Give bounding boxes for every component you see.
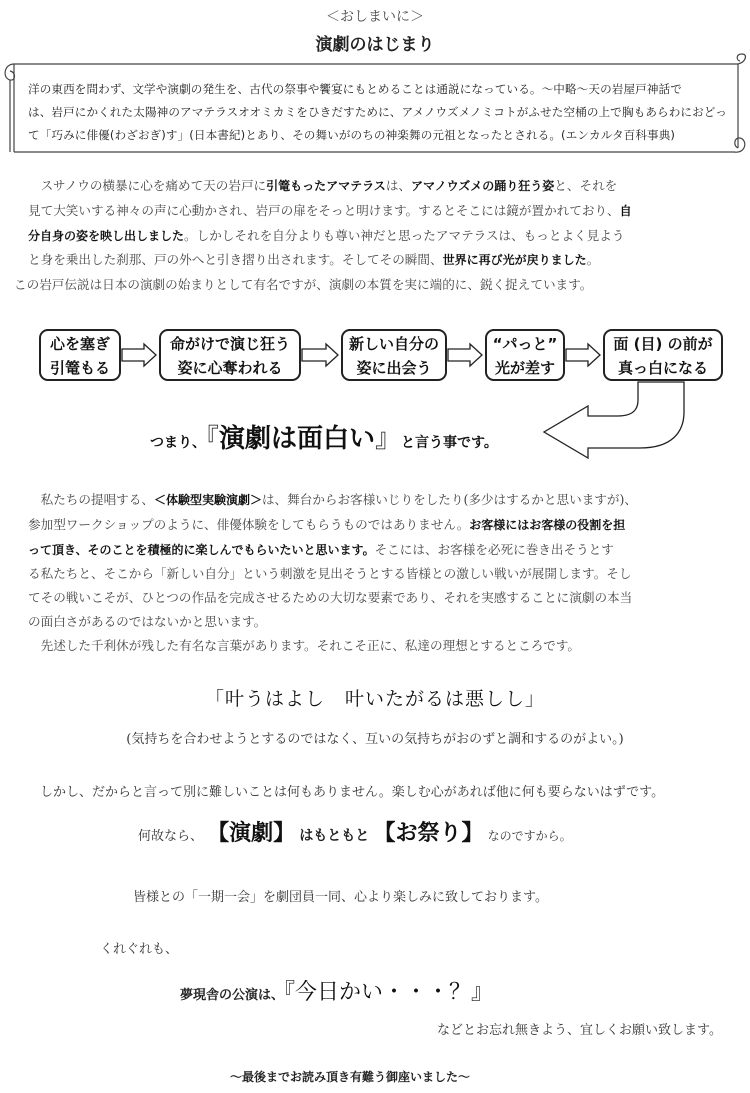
text-span: はもともと xyxy=(299,828,370,844)
scroll-quote xyxy=(28,78,728,147)
flow-step-line: 姿に心奪われる xyxy=(177,359,283,377)
flow-step-line: 引篭もる xyxy=(49,359,110,377)
page-title: 演劇のはじまり xyxy=(315,35,435,55)
text-span: と身を乗出した刹那、戸の外へと引き摺り出されます。そしてその瞬間、 xyxy=(28,252,443,268)
flow-arrow xyxy=(448,344,482,366)
bold-span: 【演劇】 xyxy=(207,821,296,846)
text-span: そこには、お客様を必死に巻き出そうとす xyxy=(374,541,614,557)
text-span: 私たちの提唱する、 xyxy=(40,492,154,507)
flow-step-line: 姿に出会う xyxy=(356,359,432,377)
text-span: 。しかしそれを自分よりも尊い神だと思ったアマテラスは、もっとよく見よう xyxy=(184,227,625,243)
scroll-quote-line: 洋の東西を問わず、文学や演劇の発生を、古代の祭事や饗宴にもとめることは通説になっている。～中略～天の岩屋戸神話で xyxy=(28,82,682,96)
text-span: 。 xyxy=(586,252,600,268)
bold-span: お客様にはお客様の役割を担 xyxy=(469,517,626,532)
flow-step-line: 光が差す xyxy=(494,359,555,377)
closing-line-4: くれぐれも、 xyxy=(100,942,179,957)
closing-line-3: 皆様との「一期一会」を劇団員一同、心より楽しみに致しております。 xyxy=(133,890,548,905)
flow-arrow xyxy=(566,344,600,366)
bold-span: 分自身の姿を映し出しました xyxy=(28,228,185,243)
final-thanks: ～最後までお読み頂き有難う御座いました～ xyxy=(229,1070,470,1084)
conclusion-main: 演劇は面白い xyxy=(219,424,376,454)
closing-line-6: などとお忘れ無きよう、宜しくお願い致します。 xyxy=(437,1023,722,1038)
bold-span: 【お祭り】 xyxy=(373,821,484,846)
bold-span: 引篭もったアマテラス xyxy=(266,179,386,193)
closing-line-1: しかし、だからと言って別に難しいことは何もありません。楽しむ心があれば他に何も要らないはずです。 xyxy=(40,785,665,800)
return-arrow xyxy=(544,382,684,458)
bold-span: アマノウズメの踊り狂う姿 xyxy=(411,179,555,193)
closing-line-2 xyxy=(138,816,572,847)
section-subtitle: ＜おしまいに＞ xyxy=(326,9,424,25)
flow-step-5 xyxy=(604,332,722,380)
text-line: てその戦いこそが、ひとつの作品を完成させるための大切な要素であり、それを実感することに演劇の本当 xyxy=(28,590,633,606)
text-line: 先述した千利休が残した有名な言葉があります。それこそ正に、私達の理想とするところです。 xyxy=(40,637,580,653)
rikyu-quote-note: (気持ちを合わせようとするのではなく、互いの気持ちがおのずと調和するのがよい。) xyxy=(126,732,624,747)
text-span: は、 xyxy=(385,178,411,193)
flow-step-2 xyxy=(160,332,300,380)
text-span: 見て大笑いする神々の声に心動かされ、岩戸の扉をそっと明けます。するとそこには鏡が置かれており、 xyxy=(28,202,620,218)
closing-line-5 xyxy=(180,975,493,1006)
conclusion-suffix: と言う事です。 xyxy=(401,435,498,451)
text-span: 夢現舎の公演は、 xyxy=(180,988,285,1003)
flow-step-line: 真っ白になる xyxy=(617,359,708,377)
flow-step-line: “パっと” xyxy=(492,335,558,353)
rikyu-quote: 「叶うはよし 叶いたがるは悪しし」 xyxy=(204,688,545,710)
flow-step-3 xyxy=(342,332,446,380)
bold-span: って頂き、そのことを積極的に楽しんでもらいたいと思います。 xyxy=(28,542,375,557)
flow-step-4 xyxy=(486,332,564,380)
text-span: は、舞台からお客様いじりをしたり(多少はするかと思いますが)、 xyxy=(261,492,637,507)
bold-span: 『今日かい・・・？』 xyxy=(284,980,494,1005)
scroll-quote-line: は、岩戸にかくれた太陽神のアマテラスオオミカミをひきだすために、アメノウズメノミコトがふせた空桶の上で胸もあらわにおどっ xyxy=(28,105,727,119)
scroll-quote-line: て「巧みに俳優(わざおぎ)す」(日本書紀)とあり、その舞いがのちの神楽舞の元祖となったとされる。(エンカルタ百科事典) xyxy=(28,128,676,142)
text-line: の面白さがあるのではないかと思います。 xyxy=(28,613,267,629)
flow-step-line: 命がけで演じ狂う xyxy=(169,335,290,353)
text-span: スサノウの横暴に心を痛めて天の岩戸に xyxy=(40,178,267,193)
flow-arrow xyxy=(122,344,156,366)
flow-step-line: 心を塞ぎ xyxy=(49,335,110,353)
flow-step-line: 新しい自分の xyxy=(348,335,439,353)
flow-step-1 xyxy=(40,332,120,380)
conclusion xyxy=(150,418,498,455)
text-span: なのですから。 xyxy=(487,829,572,843)
paragraph-iwato xyxy=(14,174,728,297)
flow-arrow xyxy=(302,344,338,366)
text-span: 参加型ワークショップのように、俳優体験をしてもらうものではありません。 xyxy=(28,516,470,532)
text-span: と、それを xyxy=(554,178,618,193)
text-line: る私たちと、そこから「新しい自分」という刺激を見出そうとする皆様との激しい戦いが展開します。そし xyxy=(28,566,632,582)
bold-span: 自 xyxy=(619,203,632,218)
bold-span: ＜体験型実験演劇＞ xyxy=(153,493,262,507)
flow-step-line: 面 (目) の前が xyxy=(613,335,713,353)
bold-span: 世界に再び光が戻りました xyxy=(442,253,587,268)
conclusion-bracket: 『 xyxy=(206,424,220,454)
text-line: この岩戸伝説は日本の演劇の始まりとして有名ですが、演劇の本質を実に端的に、鋭く捉えています。 xyxy=(14,277,593,293)
paragraph-experimental-theater xyxy=(28,488,728,658)
conclusion-bracket: 』 xyxy=(375,424,402,454)
text-span: 何故なら、 xyxy=(138,829,204,844)
conclusion-prefix: つまり、 xyxy=(150,435,206,451)
